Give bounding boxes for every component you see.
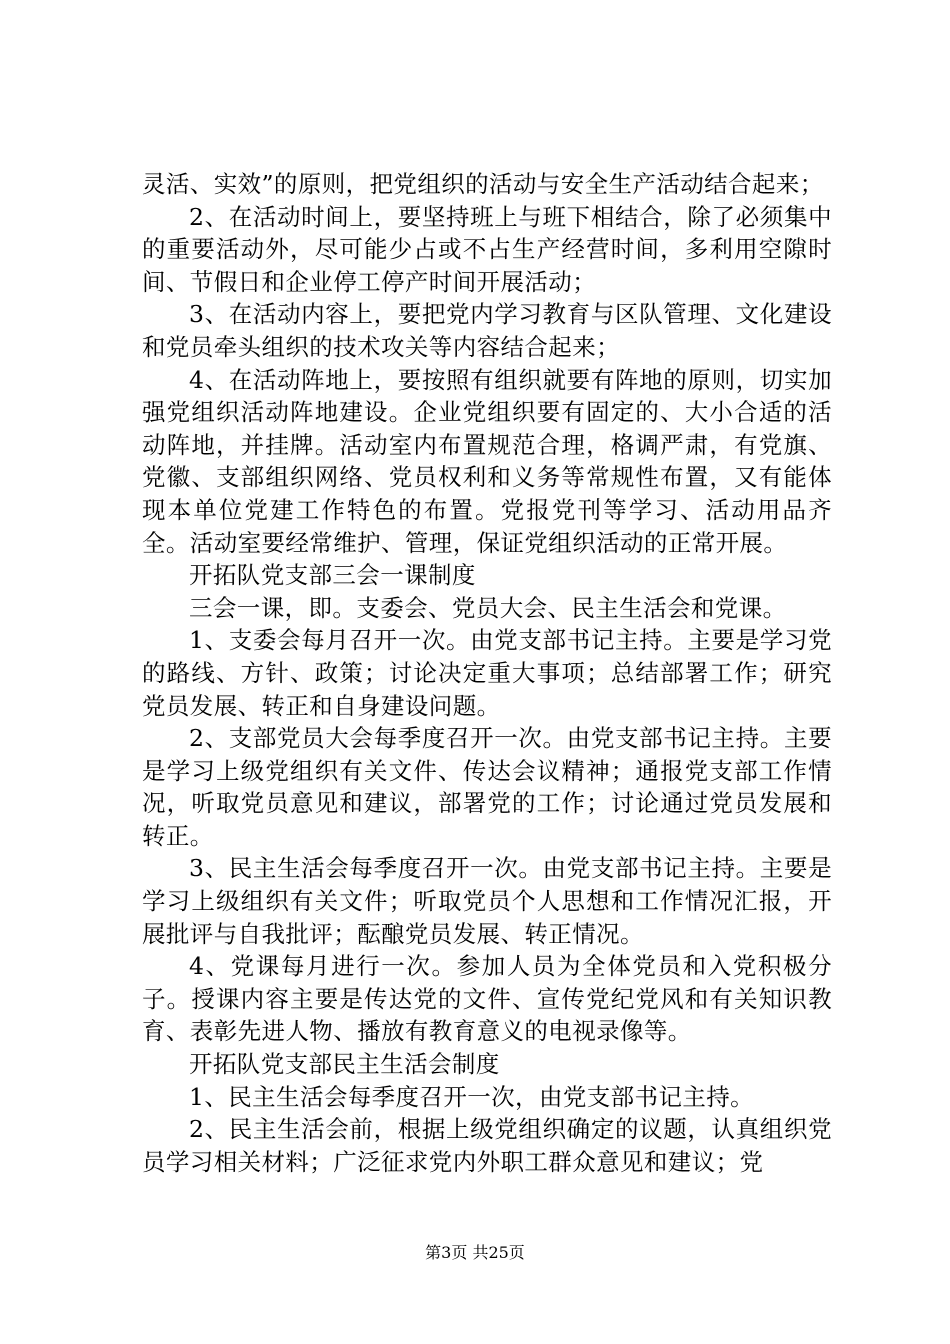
paragraph: 2、支部党员大会每季度召开一次。由党支部书记主持。主要是学习上级党组织有关文件、传达会议精神；通报党支部工作情况，听取党员意见和建议，部署党的工作；讨论通过党员发展和转正。: [142, 724, 832, 850]
paragraph: 4、党课每月进行一次。参加人员为全体党员和入党积极分子。授课内容主要是传达党的文件、宣传党纪党风和有关知识教育、表彰先进人物、播放有教育意义的电视录像等。: [142, 952, 832, 1046]
paragraph: 4、在活动阵地上，要按照有组织就要有阵地的原则，切实加强党组织活动阵地建设。企业党组织要有固定的、大小合适的活动阵地，并挂牌。活动室内布置规范合理，格调严肃，有党旗、党徽、支部组织网络、党员权利和义务等常规性布置，又有能体现本单位党建工作特色的布置。党报党刊等学习、活动用品齐全。活动室要经常维护、管理，保证党组织活动的正常开展。: [142, 365, 832, 557]
section-heading: 开拓队党支部民主生活会制度: [189, 1050, 500, 1079]
paragraph: 2、民主生活会前，根据上级党组织确定的议题，认真组织党员学习相关材料；广泛征求党内外职工群众意见和建议；党: [142, 1115, 832, 1176]
document-body: [142, 168, 832, 1178]
paragraph: 2、在活动时间上，要坚持班上与班下相结合，除了必须集中的重要活动外，尽可能少占或不占生产经营时间，多利用空隙时间、节假日和企业停工停产时间开展活动；: [142, 202, 832, 296]
page-footer: [0, 1243, 950, 1263]
paragraph: 灵活、实效”的原则，把党组织的活动与安全生产活动结合起来；: [142, 170, 824, 198]
paragraph: 1、民主生活会每季度召开一次，由党支部书记主持。: [189, 1082, 755, 1111]
paragraph: 3、民主生活会每季度召开一次。由党支部书记主持。主要是学习上级组织有关文件；听取党员个人思想和工作情况汇报，开展批评与自我批评；酝酿党员发展、转正情况。: [142, 854, 832, 948]
paragraph: 3、在活动内容上，要把党内学习教育与区队管理、文化建设和党员牵头组织的技术攻关等内容结合起来；: [142, 300, 832, 361]
paragraph: 三会一课，即。支委会、党员大会、民主生活会和党课。: [189, 593, 787, 622]
page-number: 第3页 共25页: [425, 1243, 525, 1262]
section-heading: 开拓队党支部三会一课制度: [189, 561, 476, 590]
paragraph: 1、支委会每月召开一次。由党支部书记主持。主要是学习党的路线、方针、政策；讨论决定重大事项；总结部署工作；研究党员发展、转正和自身建设问题。: [142, 626, 832, 720]
